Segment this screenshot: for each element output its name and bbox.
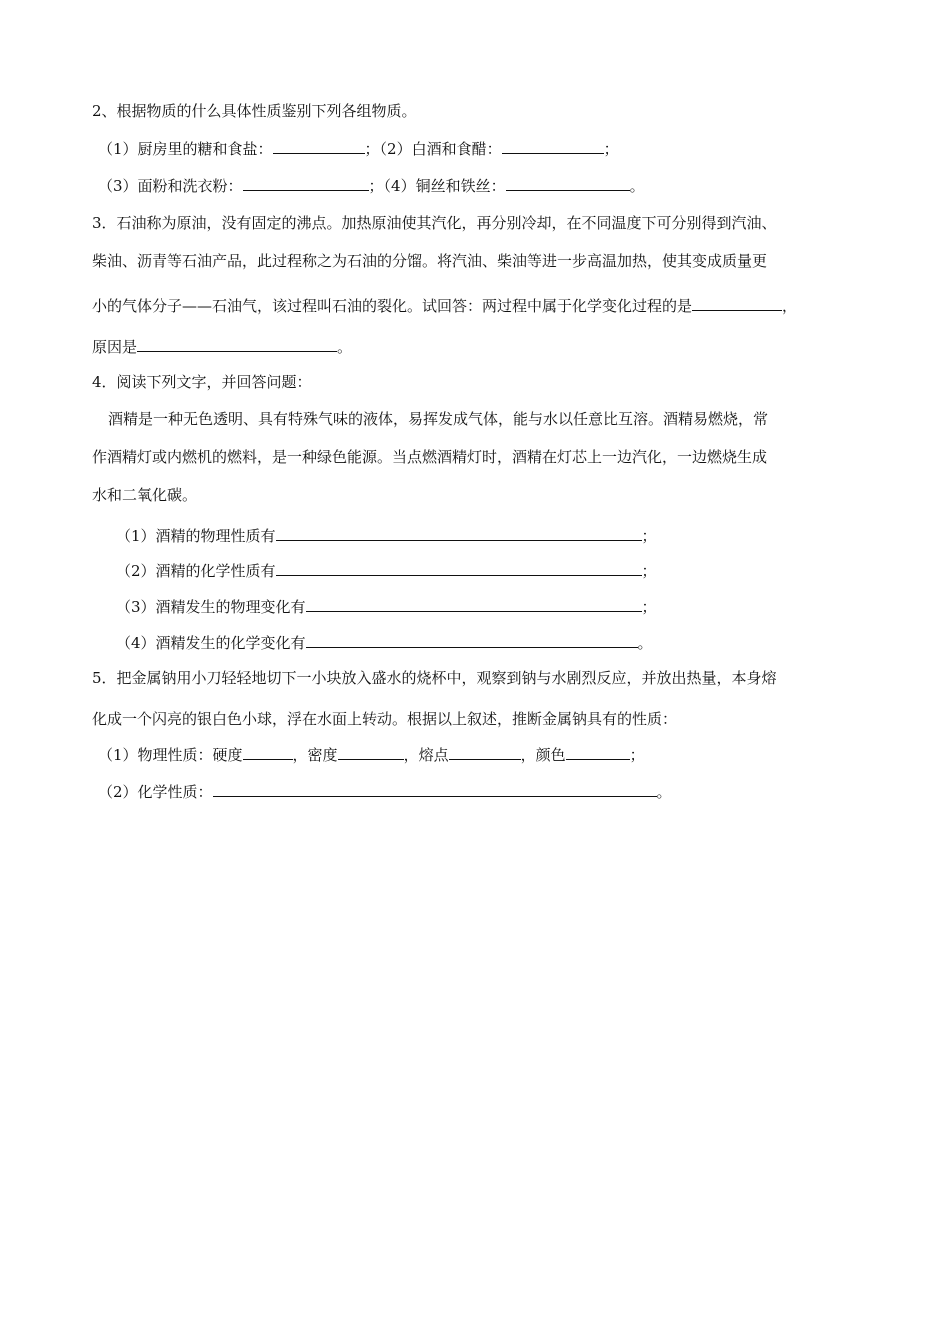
q2-item-3-label: （3）面粉和洗衣粉： — [98, 177, 243, 195]
q5-melting-label: ，熔点 — [403, 746, 449, 764]
q2-row1-end: ； — [603, 140, 619, 158]
q2-title: 2、根据物质的什么具体性质鉴别下列各组物质。 — [92, 102, 417, 120]
q4-sub-3-label: （3）酒精发生的物理变化有 — [116, 598, 306, 616]
q4-passage-1: 酒精是一种无色透明、具有特殊气味的液体，易挥发成气体，能与水以任意比互溶。酒精易燃烧，常 — [108, 410, 769, 428]
q4-blank-2[interactable] — [276, 561, 642, 576]
q4-blank-1[interactable] — [276, 526, 642, 541]
q2-blank-4[interactable] — [506, 176, 630, 191]
q3-line-3 — [92, 296, 797, 316]
q2-blank-2[interactable] — [502, 139, 604, 154]
q3-line-4 — [92, 337, 352, 357]
q5-chemical-end: 。 — [656, 783, 672, 801]
q5-blank-chemical[interactable] — [213, 782, 657, 797]
q4-title: 4．阅读下列文字，并回答问题： — [92, 373, 312, 391]
q5-blank-melting[interactable] — [449, 745, 521, 760]
q2-item-1-label: （1）厨房里的糖和食盐： — [98, 140, 273, 158]
q5-hardness-label: （1）物理性质：硬度 — [98, 746, 243, 764]
q2-row-1 — [98, 139, 619, 159]
q4-blank-4[interactable] — [306, 633, 638, 648]
q4-passage-2: 作酒精灯或内燃机的燃料，是一种绿色能源。当点燃酒精灯时，酒精在灯芯上一边汽化，一边燃烧生成 — [92, 448, 768, 466]
q5-chemical — [98, 782, 672, 802]
q5-density-label: ，密度 — [292, 746, 338, 764]
q3-line3-end: ， — [782, 297, 798, 315]
q2-item-2-label: ；（2）白酒和食醋： — [364, 140, 502, 158]
q4-sub-1-label: （1）酒精的物理性质有 — [116, 527, 276, 545]
q3-line-2: 柴油、沥青等石油产品，此过程称之为石油的分馏。将汽油、柴油等进一步高温加热，使其变成质量更 — [92, 252, 768, 270]
q4-sub-3-end: ； — [641, 598, 657, 616]
q4-blank-3[interactable] — [306, 597, 642, 612]
q5-physical-end: ； — [629, 746, 645, 764]
q4-sub-3 — [116, 597, 657, 617]
q4-sub-1-end: ； — [641, 527, 657, 545]
q3-line4-end: 。 — [337, 338, 353, 356]
q4-sub-2 — [116, 561, 657, 581]
q5-blank-hardness[interactable] — [243, 745, 293, 760]
q2-item-4-label: ；（4）铜丝和铁丝： — [368, 177, 506, 195]
q3-blank-2[interactable] — [137, 337, 337, 352]
q4-sub-1 — [116, 526, 657, 546]
q4-sub-2-label: （2）酒精的化学性质有 — [116, 562, 276, 580]
q2-row-2 — [98, 176, 645, 196]
q5-color-label: ，颜色 — [520, 746, 566, 764]
q3-line-1: 3．石油称为原油，没有固定的沸点。加热原油使其汽化，再分别冷却，在不同温度下可分别得到汽油、 — [92, 214, 777, 232]
q2-blank-3[interactable] — [243, 176, 369, 191]
q4-passage-3: 水和二氧化碳。 — [92, 486, 198, 504]
q4-sub-4-end: 。 — [637, 634, 653, 652]
q2-row2-end: 。 — [629, 177, 645, 195]
q3-blank-1[interactable] — [692, 296, 782, 311]
q5-blank-color[interactable] — [566, 745, 630, 760]
q2-blank-1[interactable] — [273, 139, 365, 154]
q5-physical — [98, 745, 645, 765]
q3-reason-label: 原因是 — [92, 338, 138, 356]
q5-chemical-label: （2）化学性质： — [98, 783, 213, 801]
q4-sub-2-end: ； — [641, 562, 657, 580]
q5-line-2: 化成一个闪亮的银白色小球，浮在水面上转动。根据以上叙述，推断金属钠具有的性质： — [92, 710, 678, 728]
q5-blank-density[interactable] — [338, 745, 404, 760]
q3-question: 小的气体分子——石油气，该过程叫石油的裂化。试回答：两过程中属于化学变化过程的是 — [92, 297, 693, 315]
q5-line-1: 5．把金属钠用小刀轻轻地切下一小块放入盛水的烧杯中，观察到钠与水剧烈反应，并放出热量，本身熔 — [92, 669, 777, 687]
q4-sub-4-label: （4）酒精发生的化学变化有 — [116, 634, 306, 652]
q4-sub-4 — [116, 633, 653, 653]
